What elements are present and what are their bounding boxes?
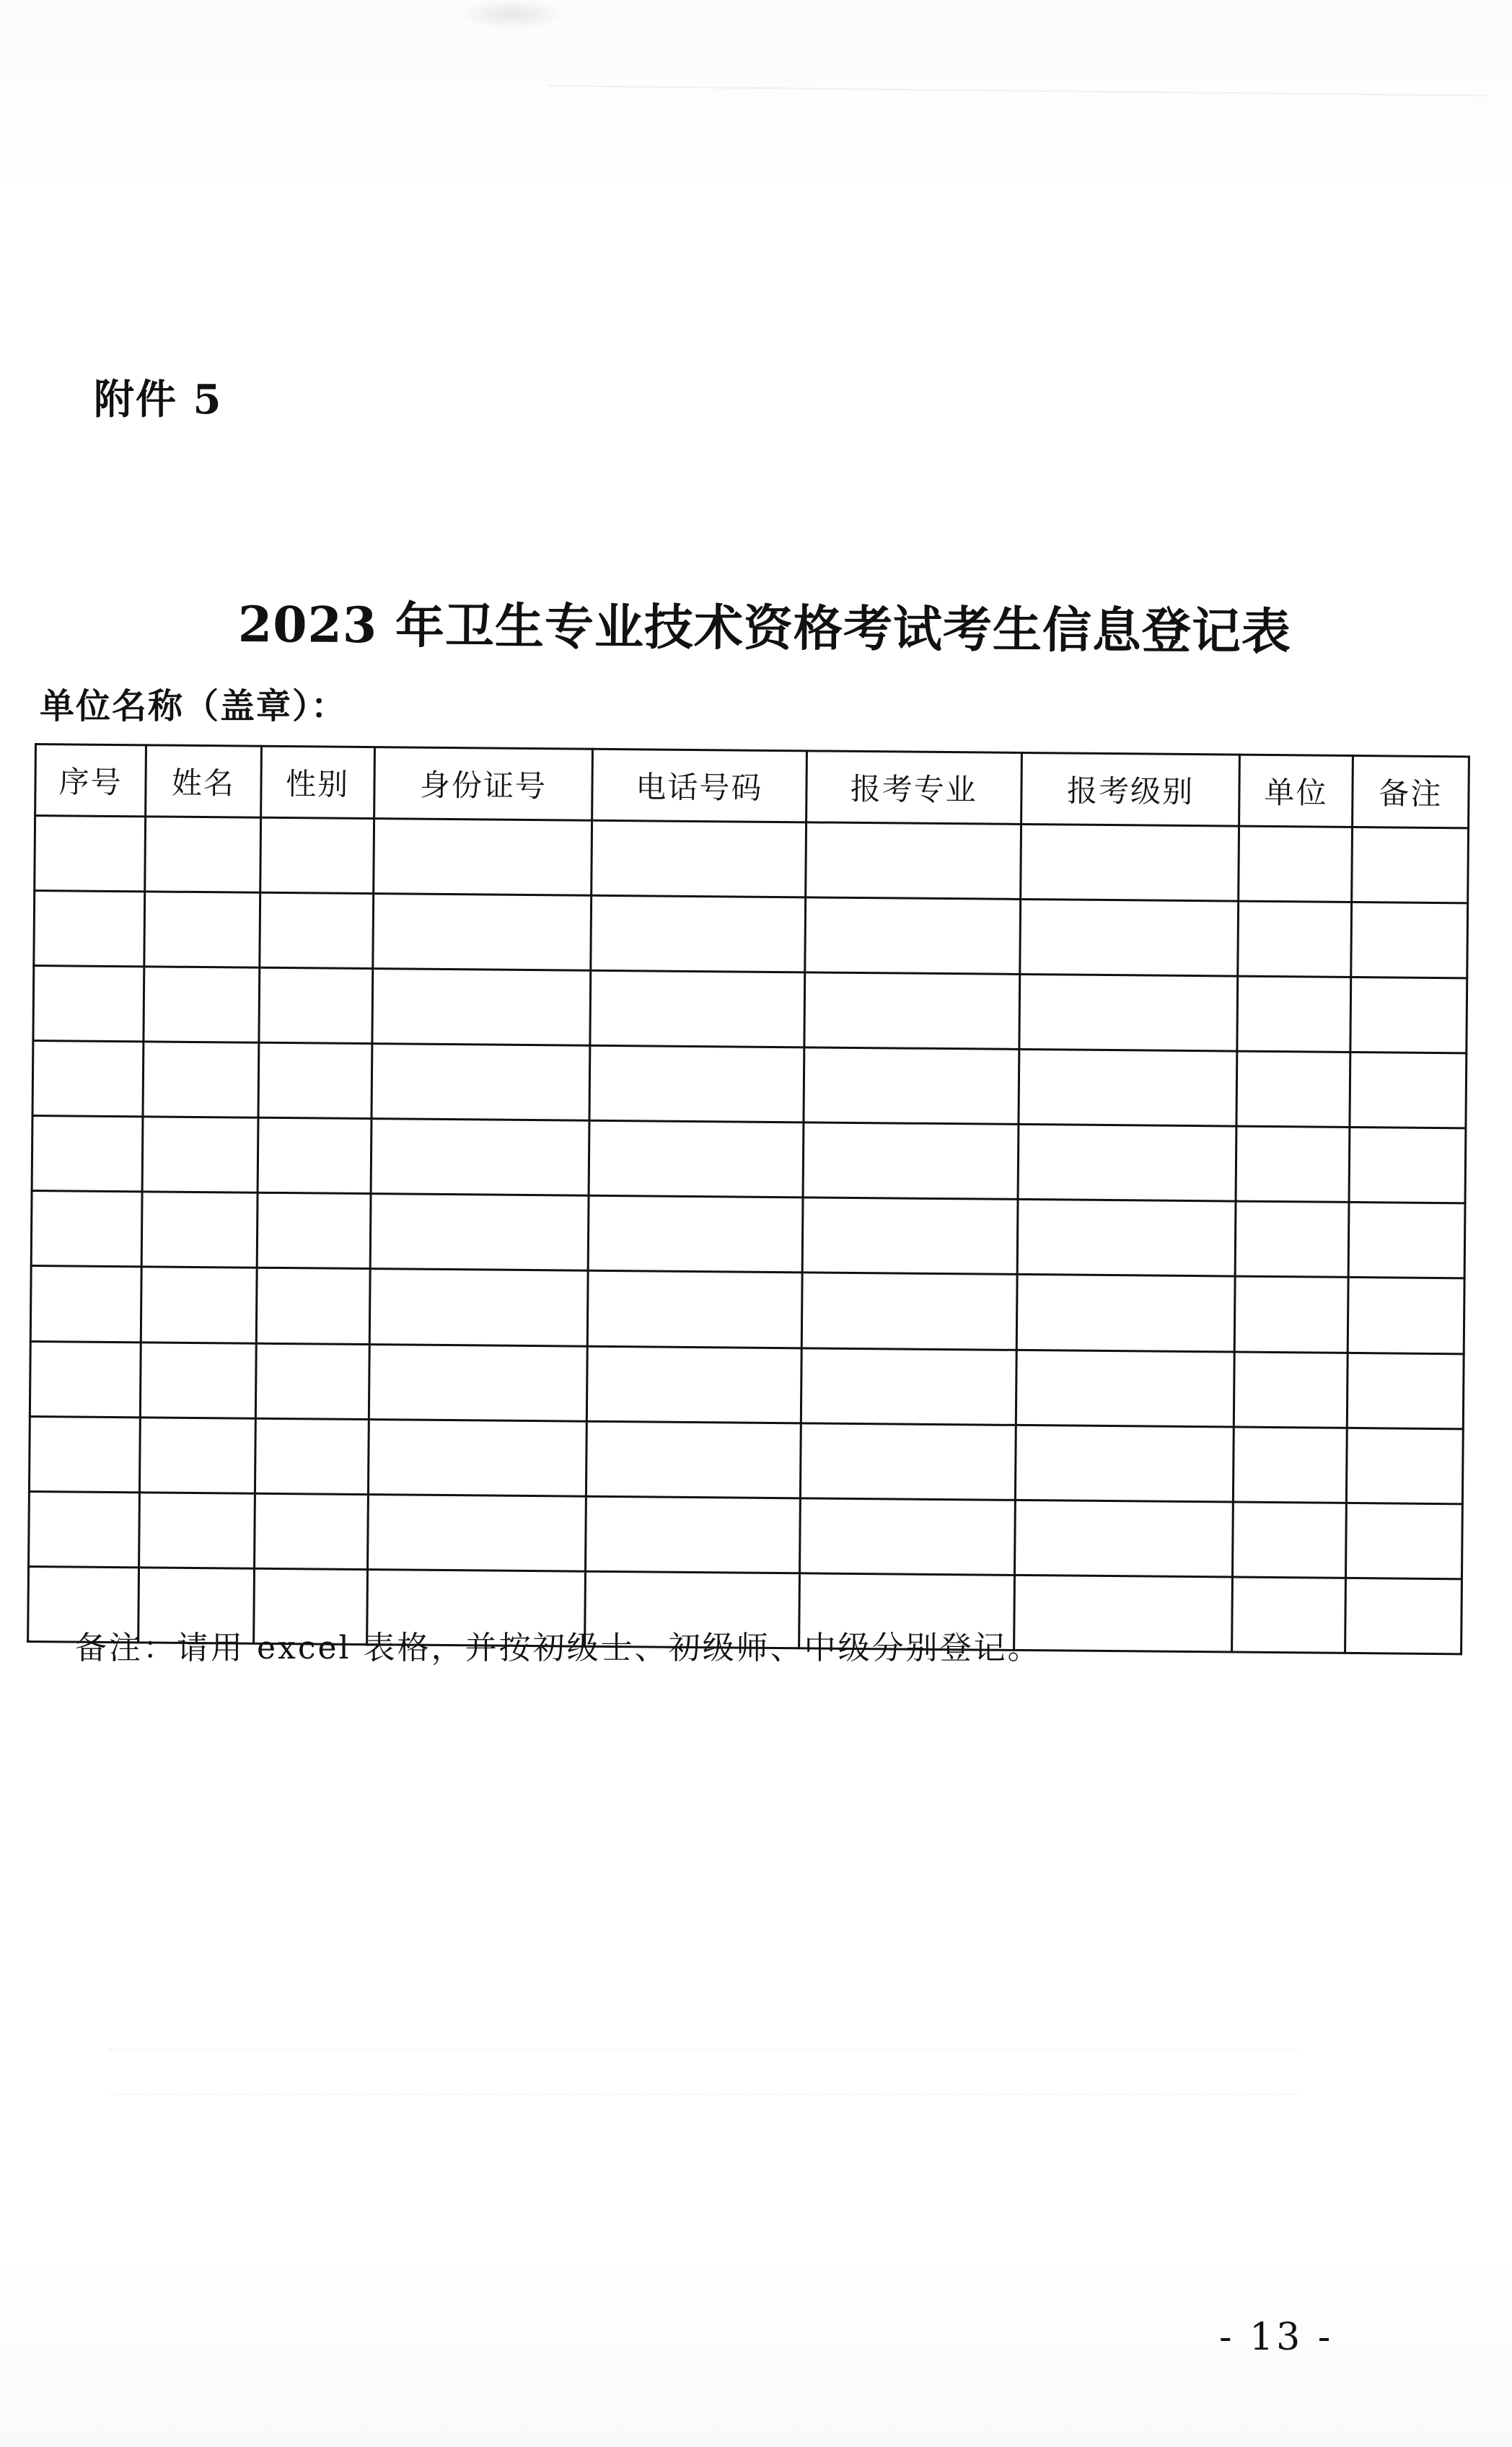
header-exam-level: 报考级别	[1021, 752, 1240, 826]
table-note: 备注：请用 excel 表格，并按初级士、初级师、中级分别登记。	[75, 1630, 1042, 1666]
table-row	[32, 1116, 1466, 1203]
table-cell	[257, 1193, 371, 1269]
table-cell	[804, 972, 1019, 1050]
table-cell	[32, 1116, 143, 1192]
table-cell	[369, 1344, 587, 1421]
table-cell	[1019, 975, 1238, 1052]
table-cell	[588, 1196, 802, 1273]
registration-table-container	[27, 743, 1470, 1655]
table-cell	[591, 895, 805, 972]
table-cell	[35, 816, 146, 892]
table-cell	[801, 1273, 1017, 1350]
table-cell	[804, 1047, 1019, 1125]
unit-name-label: 单位名称（盖章）：	[40, 686, 348, 726]
table-cell	[1236, 1126, 1349, 1202]
table-header-row	[35, 744, 1469, 828]
table-cell	[1345, 1578, 1462, 1654]
table-cell	[141, 1342, 256, 1418]
table-cell	[805, 822, 1021, 900]
table-cell	[1350, 902, 1467, 978]
scan-shadow	[462, 0, 563, 29]
table-cell	[30, 1341, 141, 1417]
table-cell	[803, 1123, 1019, 1200]
table-cell	[1014, 1500, 1233, 1577]
table-cell	[590, 970, 804, 1047]
table-row	[29, 1491, 1463, 1578]
table-cell	[1019, 1050, 1237, 1127]
header-name: 姓名	[146, 745, 261, 817]
table-cell	[33, 966, 144, 1042]
table-row	[33, 966, 1467, 1053]
table-cell	[800, 1423, 1016, 1500]
table-cell	[144, 967, 259, 1042]
table-cell	[140, 1417, 255, 1493]
header-sequence: 序号	[35, 744, 146, 817]
table-cell	[258, 1118, 372, 1194]
table-cell	[1234, 1427, 1347, 1503]
table-row	[32, 1041, 1467, 1128]
table-cell	[1345, 1503, 1462, 1578]
table-cell	[1014, 1575, 1233, 1652]
table-cell	[254, 1493, 368, 1569]
table-cell	[141, 1192, 257, 1268]
table-cell	[1235, 1277, 1348, 1353]
header-gender: 性别	[260, 746, 374, 818]
table-cell	[373, 894, 592, 971]
table-cell	[586, 1496, 800, 1573]
table-cell	[589, 1121, 803, 1198]
page-title: 2023 年卫生专业技术资格考试考生信息登记表	[237, 596, 1292, 662]
table-cell	[804, 897, 1020, 975]
table-cell	[144, 892, 260, 967]
table-cell	[1239, 826, 1352, 902]
attachment-label: 附件 5	[94, 376, 223, 423]
table-cell	[143, 1042, 258, 1117]
table-cell	[372, 969, 591, 1046]
table-cell	[29, 1491, 140, 1567]
table-cell	[258, 1042, 372, 1118]
table-cell	[145, 817, 260, 892]
table-cell	[260, 817, 374, 893]
table-cell	[34, 891, 145, 967]
table-cell	[1020, 900, 1239, 977]
table-cell	[373, 819, 592, 896]
table-cell	[1237, 976, 1350, 1052]
table-cell	[589, 1045, 804, 1123]
table-row	[29, 1416, 1463, 1503]
page-number: - 13 -	[1219, 2316, 1334, 2359]
table-cell	[1017, 1200, 1236, 1277]
table-cell	[1235, 1201, 1348, 1277]
table-cell	[802, 1198, 1018, 1275]
table-row	[31, 1191, 1465, 1278]
table-cell	[799, 1498, 1015, 1576]
table-cell	[258, 967, 372, 1043]
table-cell	[367, 1494, 586, 1571]
bleed-through-text	[108, 2049, 1298, 2095]
table-cell	[1233, 1502, 1346, 1578]
table-cell	[370, 1194, 589, 1271]
table-row	[30, 1266, 1464, 1353]
table-cell	[259, 892, 373, 968]
table-cell	[1349, 1128, 1466, 1203]
table-cell	[1236, 1051, 1350, 1127]
table-cell	[139, 1493, 255, 1568]
table-cell	[1232, 1577, 1345, 1653]
registration-table	[27, 743, 1470, 1655]
table-cell	[801, 1348, 1016, 1425]
table-cell	[1015, 1425, 1234, 1502]
table-cell	[256, 1268, 370, 1344]
table-cell	[1238, 901, 1351, 977]
scan-rule	[548, 85, 1486, 97]
table-cell	[586, 1421, 801, 1498]
header-remarks: 备注	[1352, 755, 1469, 827]
table-cell	[1351, 827, 1468, 902]
header-unit: 单位	[1239, 755, 1353, 827]
table-cell	[587, 1271, 801, 1348]
table-cell	[1350, 1053, 1467, 1128]
table-cell	[255, 1343, 369, 1419]
table-row	[35, 816, 1469, 903]
table-cell	[368, 1419, 586, 1496]
table-cell	[29, 1416, 140, 1492]
table-cell	[30, 1266, 141, 1342]
table-cell	[32, 1041, 144, 1117]
table-cell	[372, 1044, 590, 1121]
table-cell	[371, 1119, 589, 1196]
table-cell	[1016, 1275, 1235, 1352]
table-row	[30, 1341, 1464, 1428]
table-cell	[141, 1267, 256, 1343]
table-cell	[1347, 1353, 1464, 1428]
table-cell	[1021, 824, 1239, 901]
header-id-number: 身份证号	[374, 747, 592, 821]
table-cell	[142, 1117, 258, 1192]
table-cell	[1350, 978, 1467, 1053]
table-cell	[1346, 1428, 1463, 1503]
table-cell	[1234, 1352, 1348, 1428]
table-cell	[592, 820, 806, 897]
table-row	[34, 891, 1468, 978]
table-cell	[1018, 1125, 1236, 1202]
table-cell	[1016, 1350, 1234, 1427]
table-cell	[369, 1269, 588, 1346]
table-cell	[587, 1346, 801, 1423]
header-phone-number: 电话号码	[592, 749, 806, 822]
table-cell	[1348, 1278, 1464, 1353]
table-cell	[31, 1191, 142, 1267]
header-exam-specialty: 报考专业	[806, 751, 1021, 825]
table-cell	[1348, 1203, 1465, 1278]
table-cell	[255, 1418, 369, 1494]
